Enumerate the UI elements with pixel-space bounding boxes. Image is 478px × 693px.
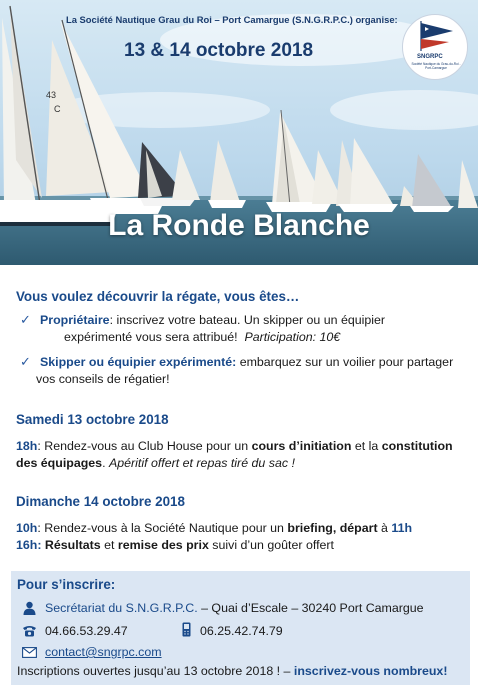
event-title: La Ronde Blanche [108,209,370,242]
list-item-skipper [36,354,470,388]
call-to-action: inscrivez-vous nombreux! [293,664,448,678]
secretariat-name: Secrétariat du S.N.G.R.P.C. [45,601,198,615]
owner-text-1: : inscrivez votre bateau. Un skipper ou un équipier [109,313,386,327]
saturday-heading: Samedi 13 octobre 2018 [16,412,169,427]
svg-text:43: 43 [46,90,57,100]
sunday-heading: Dimanche 14 octobre 2018 [16,494,185,509]
svg-text:C: C [54,104,61,114]
signup-box [11,571,470,685]
deadline-text: Inscriptions ouvertes jusqu’au 13 octobre 2018 ! – [17,664,294,678]
phone-icon [22,625,37,637]
check-icon: ✓ [20,312,31,327]
sunday-text-4: suivi d’un goûter offert [208,538,334,552]
mobile-number: 06.25.42.74.79 [200,624,283,638]
event-dates: 13 & 14 octobre 2018 [124,40,314,61]
logo-name: SNGRPC [417,54,443,60]
organizer-line: La Société Nautique Grau du Roi – Port Camargue (S.N.G.R.P.C.) organise: [66,14,398,25]
skipper-text-1: embarquez sur un voilier pour partager [236,355,454,369]
sunday-prizes: remise des prix [117,538,209,552]
hero-banner [0,0,478,265]
saturday-crews: des équipages [16,456,103,470]
saturday-text-2: et la [351,439,382,453]
secretariat-address [45,601,424,615]
saturday-constitution: constitution [381,439,453,453]
sunday-time-2: 16h: [16,538,42,552]
email-link[interactable]: contact@sngrpc.com [45,645,162,659]
sunday-program [16,520,472,554]
intro-heading: Vous voulez découvrir la régate, vous êtes… [16,289,300,304]
check-icon: ✓ [20,354,31,369]
skipper-label: Skipper ou équipier expérimenté: [40,355,237,369]
saturday-text-1: : Rendez-vous au Club House pour un [37,439,252,453]
signup-footer [17,664,447,678]
mobile-phone-icon [182,622,191,637]
owner-label: Propriétaire [40,313,110,327]
sunday-text-2: à [377,521,392,535]
saturday-course: cours d’initiation [251,439,352,453]
skipper-text-2: vos conseils de régatier! [36,372,170,386]
club-logo [402,14,468,80]
logo-subtitle: Société Nautique du Grau-du-Roi - Port-Camargue [411,62,461,70]
sunday-time-1: 10h [16,521,38,535]
email-icon [22,647,37,658]
sunday-text-1: : Rendez-vous à la Société Nautique pour un [37,521,288,535]
participation-fee: Participation: 10€ [244,330,341,344]
list-item-owner [40,312,470,346]
saturday-time: 18h [16,439,38,453]
person-icon [23,601,36,615]
address: – Quai d’Escale – 30240 Port Camargue [197,601,424,615]
saturday-aperitif: Apéritif offert et repas tiré du sac ! [108,456,295,470]
saturday-program [16,438,472,472]
saturday-text-3: . [102,456,109,470]
phone-number: 04.66.53.29.47 [45,624,128,638]
sunday-text-3: et [100,538,118,552]
sunday-results: Résultats [41,538,101,552]
owner-text-2: expérimenté vous sera attribué! [64,330,238,344]
sunday-briefing: briefing, départ [287,521,378,535]
signup-heading: Pour s’inscrire: [17,577,116,592]
sunday-start-time: 11h [391,521,413,535]
